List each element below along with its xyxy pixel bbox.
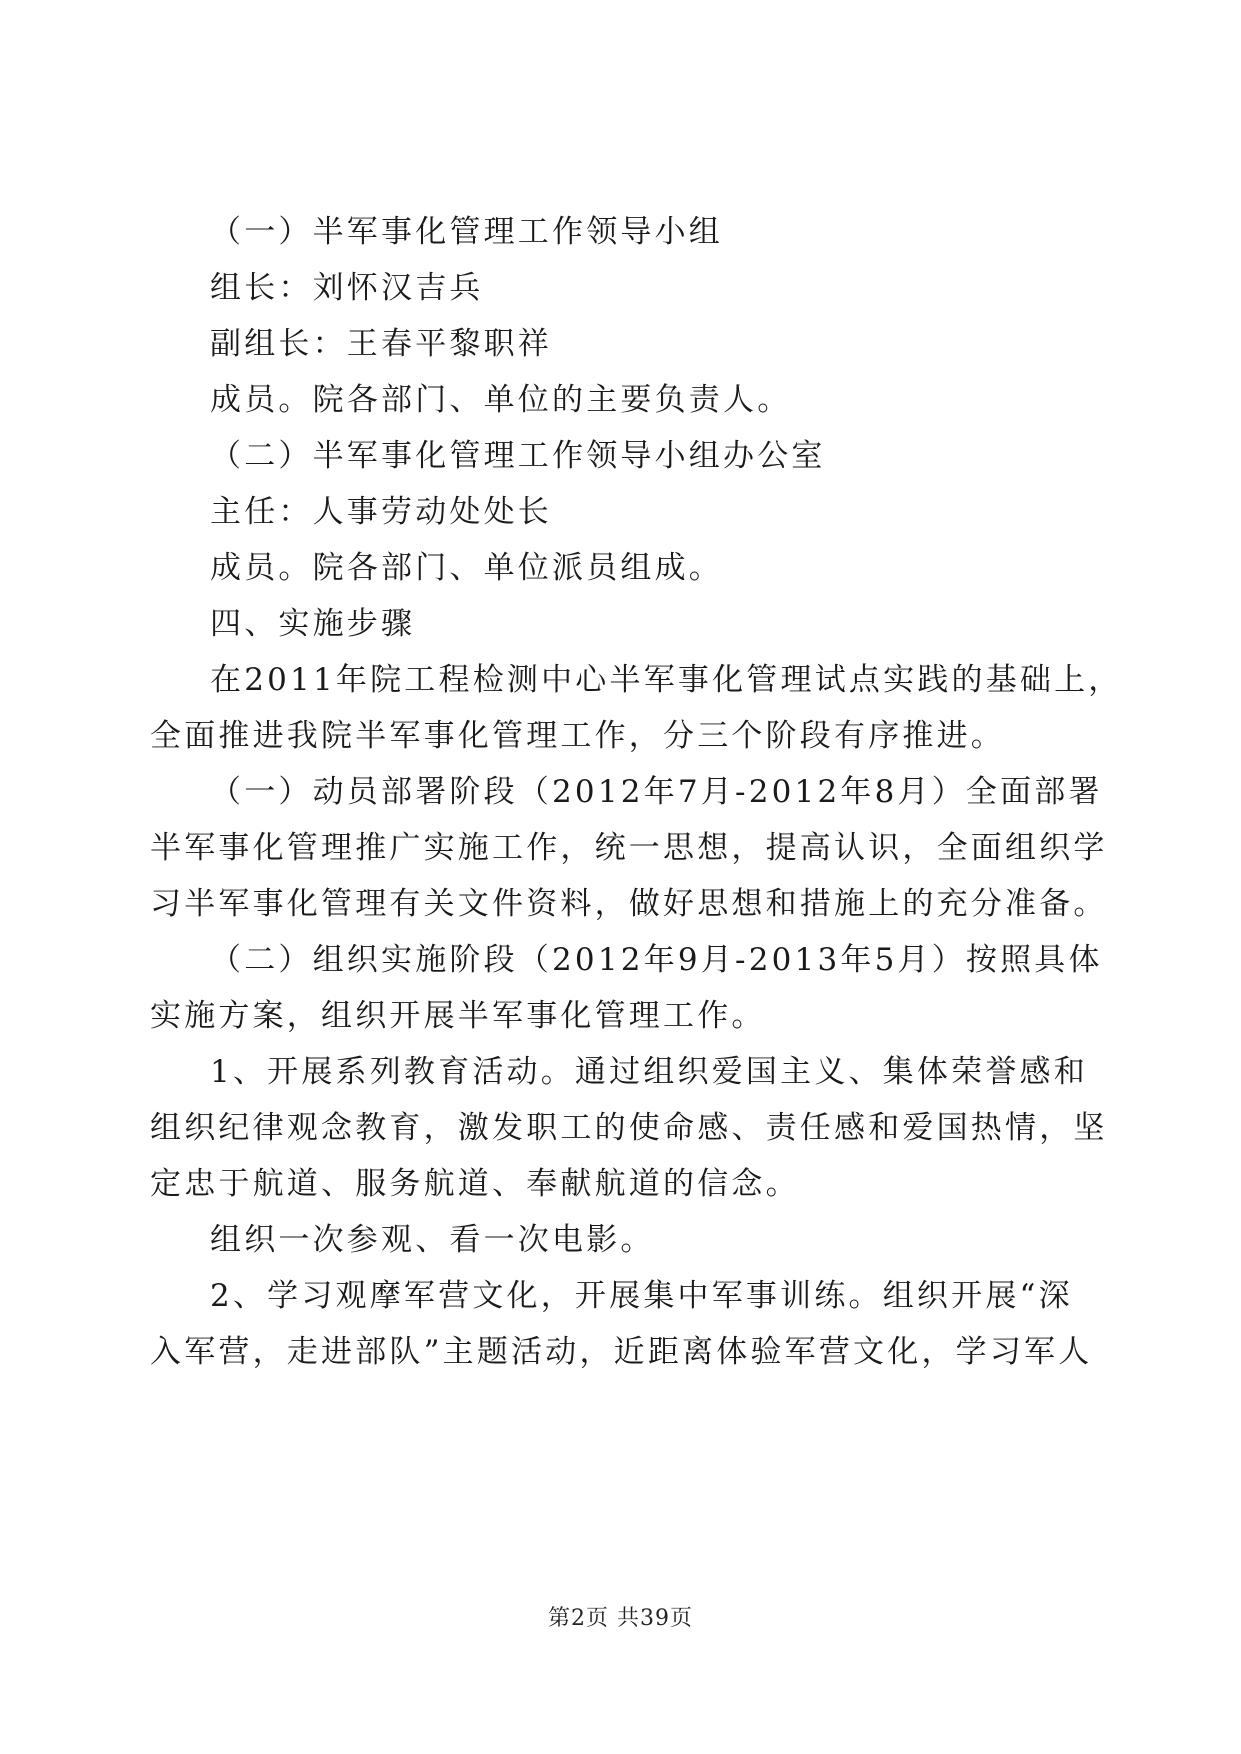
paragraph-line: 实施方案，组织开展半军事化管理工作。 [150, 998, 766, 1034]
paragraph-line: 组织纪律观念教育，激发职工的使命感、责任感和爱国热情，坚 [150, 1110, 1108, 1146]
paragraph-line: 半军事化管理推广实施工作，统一思想，提高认识，全面组织学 [150, 830, 1108, 866]
paragraph-line: 组织一次参观、看一次电影。 [210, 1222, 655, 1258]
heading-leading-group: （一）半军事化管理工作领导小组 [210, 214, 723, 250]
paragraph-line: （二）组织实施阶段（2012年9月-2013年5月）按照具体 [210, 942, 1103, 978]
section-heading-steps: 四、实施步骤 [210, 606, 416, 642]
director-line: 主任：人事劳动处处长 [210, 494, 552, 530]
paragraph-line: 1、开展系列教育活动。通过组织爱国主义、集体荣誉感和 [210, 1054, 1088, 1090]
deputy-leader-line: 副组长：王春平黎职祥 [210, 326, 552, 362]
heading-office: （二）半军事化管理工作领导小组办公室 [210, 438, 826, 474]
paragraph-line: 习半军事化管理有关文件资料，做好思想和措施上的充分准备。 [150, 886, 1108, 922]
office-members-line: 成员。院各部门、单位派员组成。 [210, 550, 723, 586]
paragraph-line: （一）动员部署阶段（2012年7月-2012年8月）全面部署 [210, 774, 1103, 810]
paragraph-line: 定忠于航道、服务航道、奉献航道的信念。 [150, 1166, 800, 1202]
paragraph-line: 在2011年院工程检测中心半军事化管理试点实践的基础上， [210, 662, 1123, 698]
paragraph-line: 2、学习观摩军营文化，开展集中军事训练。组织开展“深 [210, 1278, 1073, 1314]
paragraph-line: 入军营，走进部队”主题活动，近距离体验军营文化，学习军人 [150, 1334, 1093, 1370]
paragraph-line: 全面推进我院半军事化管理工作，分三个阶段有序推进。 [150, 718, 1005, 754]
members-line: 成员。院各部门、单位的主要负责人。 [210, 382, 792, 418]
page-number-footer: 第2页 共39页 [548, 1606, 693, 1631]
group-leader-line: 组长：刘怀汉吉兵 [210, 270, 484, 306]
